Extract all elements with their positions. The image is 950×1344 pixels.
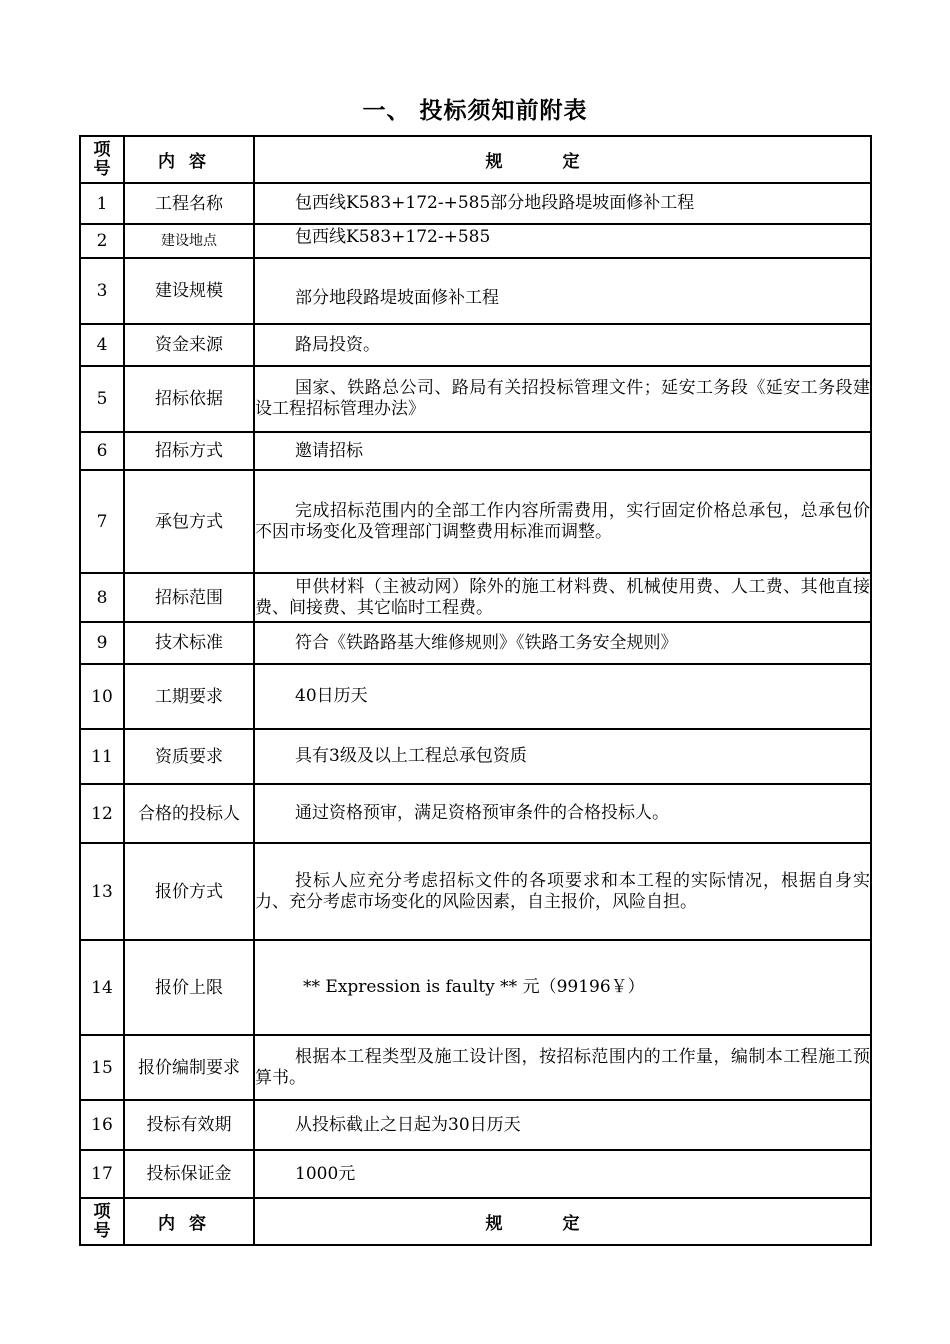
row-number: 14 xyxy=(80,940,124,1035)
row-value: 通过资格预审，满足资格预审条件的合格投标人。 xyxy=(254,784,871,843)
row-value: 从投标截止之日起为30日历天 xyxy=(254,1100,871,1150)
table-row xyxy=(80,1150,871,1198)
row-value: 1000元 xyxy=(254,1150,871,1198)
row-item: 报价上限 xyxy=(124,940,254,1035)
row-value: 包西线K583+172-+585部分地段路堤坡面修补工程 xyxy=(254,183,871,224)
header-item: 内容 xyxy=(124,136,254,183)
row-number: 13 xyxy=(80,843,124,940)
row-item: 承包方式 xyxy=(124,470,254,573)
row-value: 根据本工程类型及施工设计图，按招标范围内的工作量，编制本工程施工预算书。 xyxy=(254,1035,871,1100)
table-row xyxy=(80,1100,871,1150)
row-item: 资质要求 xyxy=(124,729,254,784)
row-value: 国家、铁路总公司、路局有关招投标管理文件；延安工务段《延安工务段建设工程招标管理办法》 xyxy=(254,366,871,432)
table-row xyxy=(80,729,871,784)
table-row xyxy=(80,784,871,843)
row-item: 招标方式 xyxy=(124,432,254,470)
row-item: 招标依据 xyxy=(124,366,254,432)
row-item: 合格的投标人 xyxy=(124,784,254,843)
table-row xyxy=(80,324,871,366)
row-item: 工程名称 xyxy=(124,183,254,224)
row-number: 6 xyxy=(80,432,124,470)
row-number: 3 xyxy=(80,258,124,324)
row-number: 9 xyxy=(80,622,124,664)
table-header-row xyxy=(80,136,871,183)
row-number: 11 xyxy=(80,729,124,784)
table-row xyxy=(80,622,871,664)
table-footer-header-row xyxy=(80,1198,871,1245)
row-item: 工期要求 xyxy=(124,664,254,729)
row-value: 路局投资。 xyxy=(254,324,871,366)
row-value: 完成招标范围内的全部工作内容所需费用，实行固定价格总承包，总承包价不因市场变化及管理部门调整费用标准而调整。 xyxy=(254,470,871,573)
row-item: 投标有效期 xyxy=(124,1100,254,1150)
table-row xyxy=(80,470,871,573)
row-number: 16 xyxy=(80,1100,124,1150)
row-value: 具有3级及以上工程总承包资质 xyxy=(254,729,871,784)
table-row xyxy=(80,183,871,224)
bid-notice-table xyxy=(79,135,872,1246)
row-number: 10 xyxy=(80,664,124,729)
header-no: 项 号 xyxy=(80,136,124,183)
table-row xyxy=(80,573,871,622)
header-no: 项 号 xyxy=(80,1198,124,1245)
row-item: 建设规模 xyxy=(124,258,254,324)
header-rule: 规定 xyxy=(254,136,871,183)
row-value: 投标人应充分考虑招标文件的各项要求和本工程的实际情况，根据自身实力、充分考虑市场变化的风险因素，自主报价，风险自担。 xyxy=(254,843,871,940)
table-row xyxy=(80,224,871,258)
row-number: 2 xyxy=(80,224,124,258)
row-number: 7 xyxy=(80,470,124,573)
table-row xyxy=(80,940,871,1035)
row-value: 包西线K583+172-+585 xyxy=(254,224,871,258)
row-number: 8 xyxy=(80,573,124,622)
header-rule: 规定 xyxy=(254,1198,871,1245)
row-item: 建设地点 xyxy=(124,224,254,258)
row-number: 12 xyxy=(80,784,124,843)
row-number: 17 xyxy=(80,1150,124,1198)
table-row xyxy=(80,843,871,940)
row-number: 4 xyxy=(80,324,124,366)
table-row xyxy=(80,664,871,729)
row-number: 5 xyxy=(80,366,124,432)
row-number: 1 xyxy=(80,183,124,224)
table-row xyxy=(80,1035,871,1100)
row-value: 邀请招标 xyxy=(254,432,871,470)
row-item: 投标保证金 xyxy=(124,1150,254,1198)
page-title: 一、 投标须知前附表 xyxy=(362,98,588,124)
row-value: 符合《铁路路基大维修规则》《铁路工务安全规则》 xyxy=(254,622,871,664)
row-item: 资金来源 xyxy=(124,324,254,366)
row-item: 报价编制要求 xyxy=(124,1035,254,1100)
row-number: 15 xyxy=(80,1035,124,1100)
row-value: ** Expression is faulty ** 元（99196￥） xyxy=(254,940,871,1035)
row-value: 甲供材料（主被动网）除外的施工材料费、机械使用费、人工费、其他直接费、间接费、其它临时工程费。 xyxy=(254,573,871,622)
row-value: 40日历天 xyxy=(254,664,871,729)
table-row xyxy=(80,366,871,432)
table-row xyxy=(80,432,871,470)
table-row xyxy=(80,258,871,324)
row-item: 招标范围 xyxy=(124,573,254,622)
row-item: 技术标准 xyxy=(124,622,254,664)
header-item: 内容 xyxy=(124,1198,254,1245)
row-item: 报价方式 xyxy=(124,843,254,940)
row-value: 部分地段路堤坡面修补工程 xyxy=(254,258,871,324)
